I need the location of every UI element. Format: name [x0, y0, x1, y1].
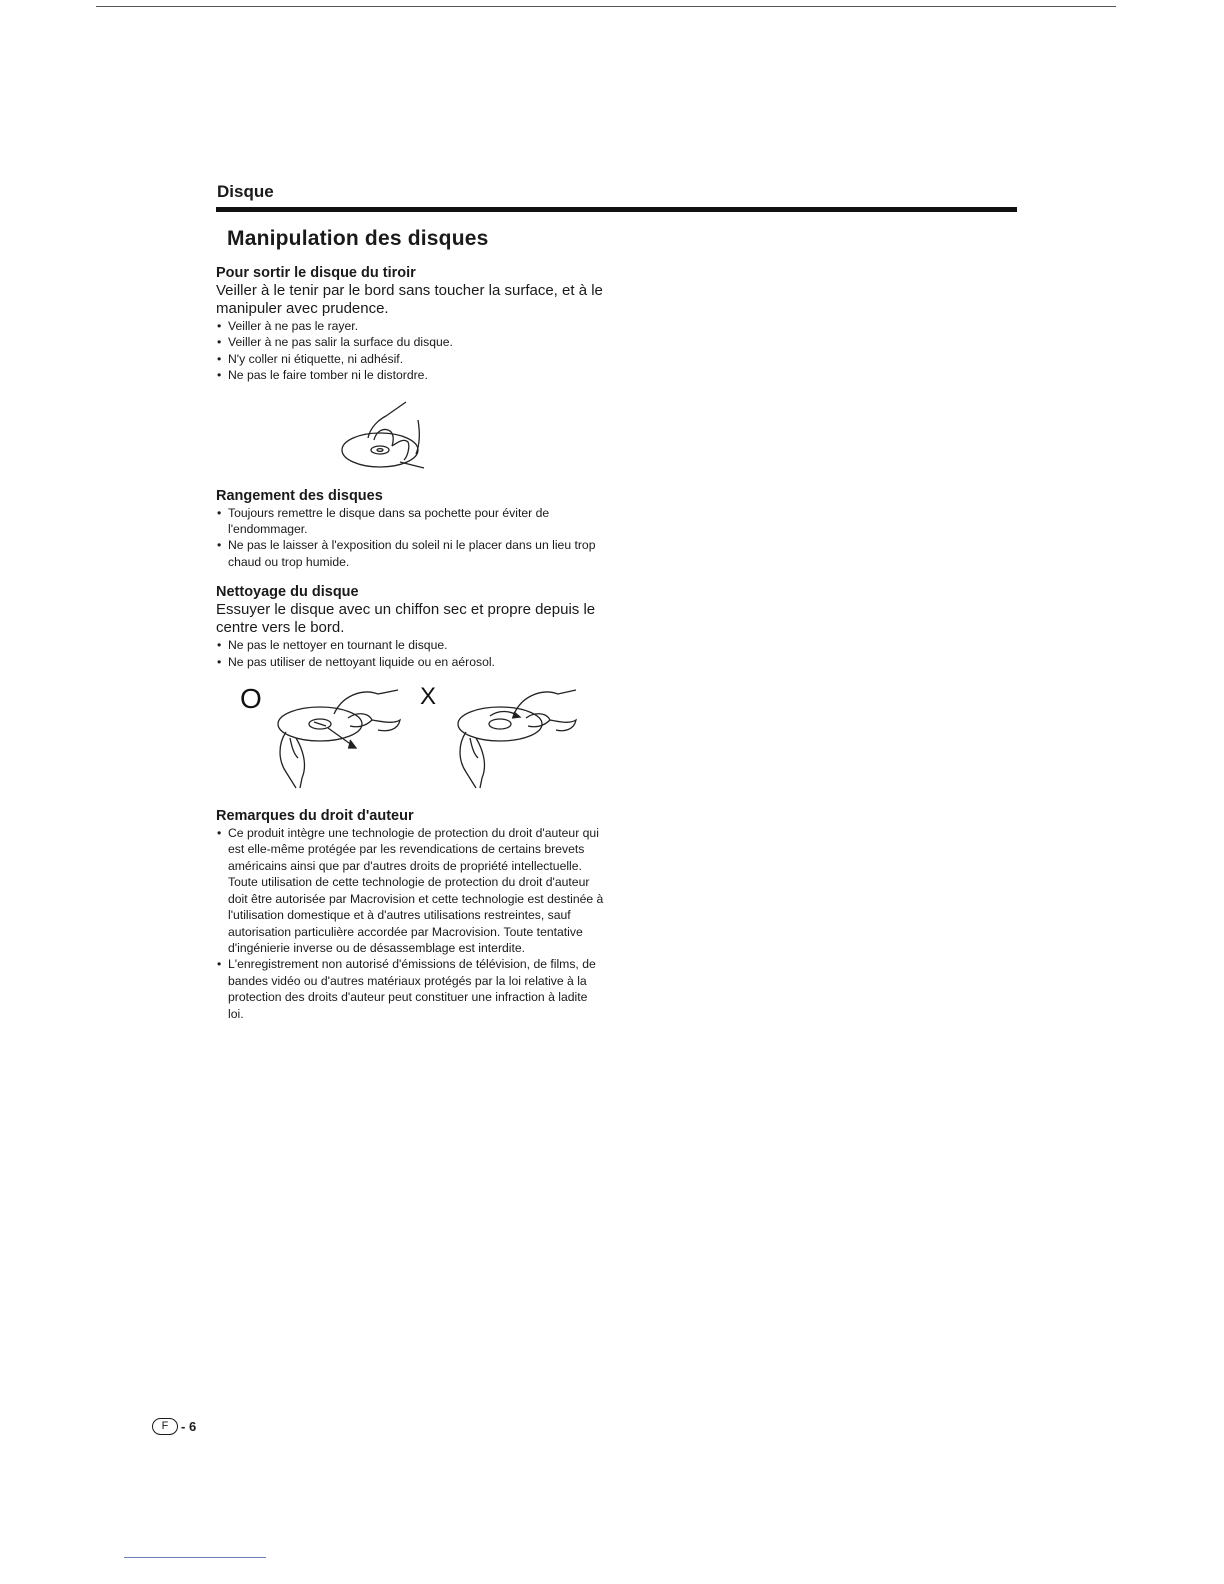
- list-item: • Veiller à ne pas le rayer.: [216, 318, 606, 334]
- storage-heading: Rangement des disques: [216, 487, 383, 504]
- section-divider: [216, 207, 1017, 212]
- list-item: • Ne pas le laisser à l'exposition du soleil ni le placer dans un lieu trop chaud ou trop humide.: [216, 537, 606, 570]
- list-item: • Ce produit intègre une technologie de protection du droit d'auteur qui est elle-même protégée par les revendications de certains brevets américains ainsi que par d'autres droits de propriété intellectuelle. Toute utilisation de cette technologie de protection du droit d'auteur doit être autorisée par Macrovision et cette technologie est destinée à l'utilisation domestique et à d'autres utilisations restreintes, sauf autorisation particulière accordée par Macrovision. Toute tentative d'ingénierie inverse ou de désassemblage est interdite.: [216, 825, 606, 956]
- language-mark: F: [152, 1418, 178, 1435]
- handling-list: [216, 318, 606, 384]
- page-number: [152, 1418, 196, 1435]
- top-edge-rule: [96, 6, 1116, 7]
- wrong-cleaning-icon: [458, 690, 576, 788]
- bottom-edge-rule: [124, 1557, 266, 1558]
- list-item: • L'enregistrement non autorisé d'émissions de télévision, de films, de bandes vidéo ou d'autres matériaux protégés par la loi relative à la protection des droits d'auteur peut constituer une infraction à ladite loi.: [216, 956, 606, 1022]
- disc-cleaning-illustration: [238, 678, 578, 798]
- wrong-mark: X: [420, 683, 437, 711]
- list-item: • N'y coller ni étiquette, ni adhésif.: [216, 351, 606, 367]
- list-item: • Ne pas le faire tomber ni le distordre.: [216, 367, 606, 383]
- section-label: Disque: [217, 182, 274, 201]
- list-item: • Ne pas utiliser de nettoyant liquide ou en aérosol.: [216, 654, 606, 670]
- correct-mark: O: [240, 683, 262, 715]
- page-number-value: - 6: [181, 1419, 197, 1434]
- handling-lead: Veiller à le tenir par le bord sans toucher la surface, et à le manipuler avec prudence.: [216, 282, 603, 317]
- list-item: • Ne pas le nettoyer en tournant le disque.: [216, 637, 606, 653]
- cleaning-list: [216, 637, 606, 670]
- copyright-heading: Remarques du droit d'auteur: [216, 808, 414, 825]
- spacer: [216, 570, 606, 584]
- disc-holding-illustration: [338, 398, 438, 478]
- handling-heading: Pour sortir le disque du tiroir: [216, 265, 416, 281]
- correct-cleaning-icon: [278, 690, 400, 788]
- cleaning-lead: Essuyer le disque avec un chiffon sec et propre depuis le centre vers le bord.: [216, 601, 596, 637]
- cleaning-heading: Nettoyage du disque: [216, 584, 359, 601]
- page-title: Manipulation des disques: [227, 227, 489, 250]
- list-item: • Veiller à ne pas salir la surface du disque.: [216, 334, 606, 350]
- list-item: • Toujours remettre le disque dans sa pochette pour éviter de l'endommager.: [216, 505, 606, 538]
- copyright-list: [216, 825, 606, 1022]
- content-column: [216, 265, 606, 1022]
- storage-list: [216, 505, 606, 571]
